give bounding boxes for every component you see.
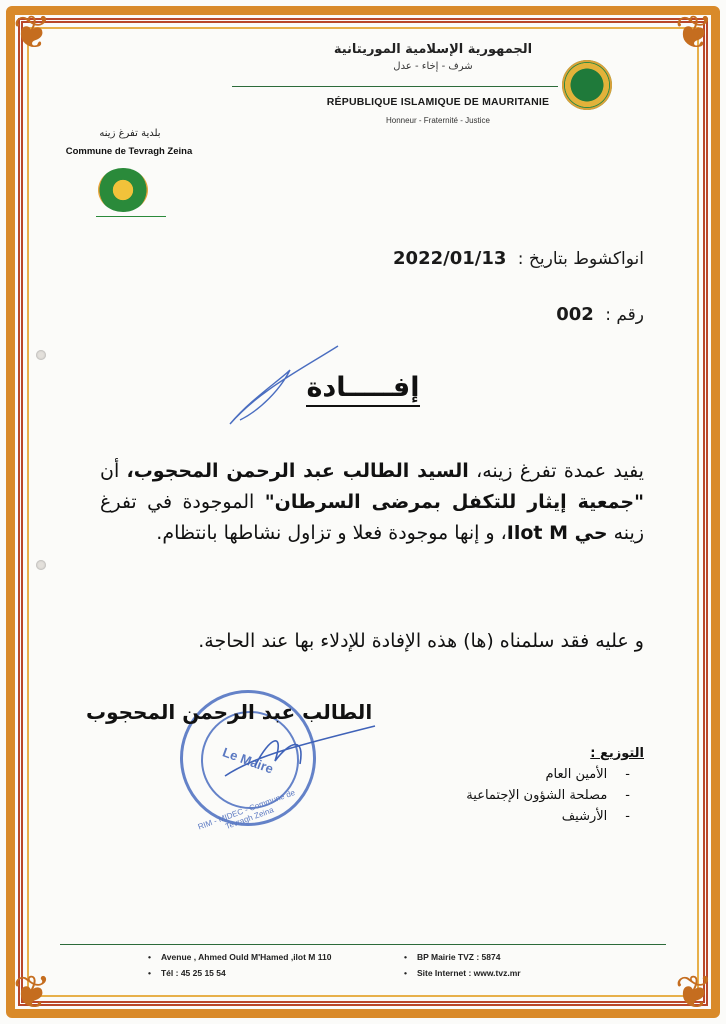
body-text: أن <box>100 460 120 482</box>
signer-name: الطالب عبد الرحمن المحجوب <box>86 700 373 724</box>
country-name-french: RÉPUBLIQUE ISLAMIQUE DE MAURITANIE <box>326 96 550 108</box>
municipality-arabic: بلدية تفرغ زينه <box>99 128 161 139</box>
distribution-item: - مصلحة الشؤون الإجتماعية <box>404 788 644 803</box>
corner-ornament-icon: ❦ <box>674 5 714 59</box>
number-value: 002 <box>556 304 594 325</box>
reference-number-line <box>556 304 644 325</box>
logo-underline <box>96 216 166 217</box>
distribution-list <box>404 746 644 824</box>
country-name-arabic: الجمهورية الإسلامية الموريتانية <box>333 42 533 57</box>
footer-divider <box>60 944 666 945</box>
number-label: رقم : <box>605 305 644 325</box>
header-french <box>318 96 558 125</box>
body-text: الموجودة في تفرغ زينه <box>100 491 644 544</box>
header-divider <box>232 86 558 87</box>
motto-french: Honneur - Fraternité - Justice <box>385 116 491 125</box>
date-value: 2022/01/13 <box>393 248 507 269</box>
body-paragraph <box>100 456 644 549</box>
signature <box>215 716 385 786</box>
punch-hole <box>36 350 46 360</box>
distribution-item: - الأمين العام <box>404 767 644 782</box>
footer-phone: • Tél : 45 25 15 54 <box>148 968 226 978</box>
motto-arabic: شرف - إخاء - عدل <box>393 61 473 72</box>
closing-sentence: و عليه فقد سلمناه (ها) هذه الإفادة للإدلاء بها عند الحاجة. <box>198 630 644 652</box>
date-line <box>393 248 644 269</box>
punch-hole <box>36 560 46 570</box>
national-emblem-icon <box>562 60 612 110</box>
distribution-heading: التوزيع : <box>590 746 644 761</box>
footer-po-box: • BP Mairie TVZ : 5874 <box>404 952 500 962</box>
municipality-french: Commune de Tevragh Zeina <box>65 146 193 157</box>
footer-address: • Avenue , Ahmed Ould M'Hamed ,ilot M 110 <box>148 952 331 962</box>
stamp-ring-text: RIM - MIDEC - Commune de Tevragh Zeina <box>196 787 297 832</box>
body-text-bold: "جمعية إيثار للتكفل بمرضى السرطان" <box>264 491 644 513</box>
body-text-bold: السيد الطالب عبد الرحمن المحجوب، <box>126 460 469 482</box>
corner-ornament-icon: ❦ <box>674 965 714 1019</box>
corner-ornament-icon: ❦ <box>12 5 52 59</box>
body-text: ، و إنها موجودة فعلا و تزاول نشاطها بانتظام. <box>156 522 507 544</box>
document-title: إفـــــادة <box>0 372 726 403</box>
date-label: انواكشوط بتاريخ : <box>517 249 644 269</box>
distribution-item: - الأرشيف <box>404 809 644 824</box>
footer-website: • Site Internet : www.tvz.mr <box>404 968 521 978</box>
corner-ornament-icon: ❦ <box>12 965 52 1019</box>
body-text: يفيد عمدة تفرغ زينه، <box>476 460 644 482</box>
municipality-logo-icon <box>98 168 148 212</box>
body-text-bold: حي Ilot M <box>506 522 608 544</box>
stamp-label: Le Maire <box>220 744 276 777</box>
header-arabic <box>318 42 548 72</box>
